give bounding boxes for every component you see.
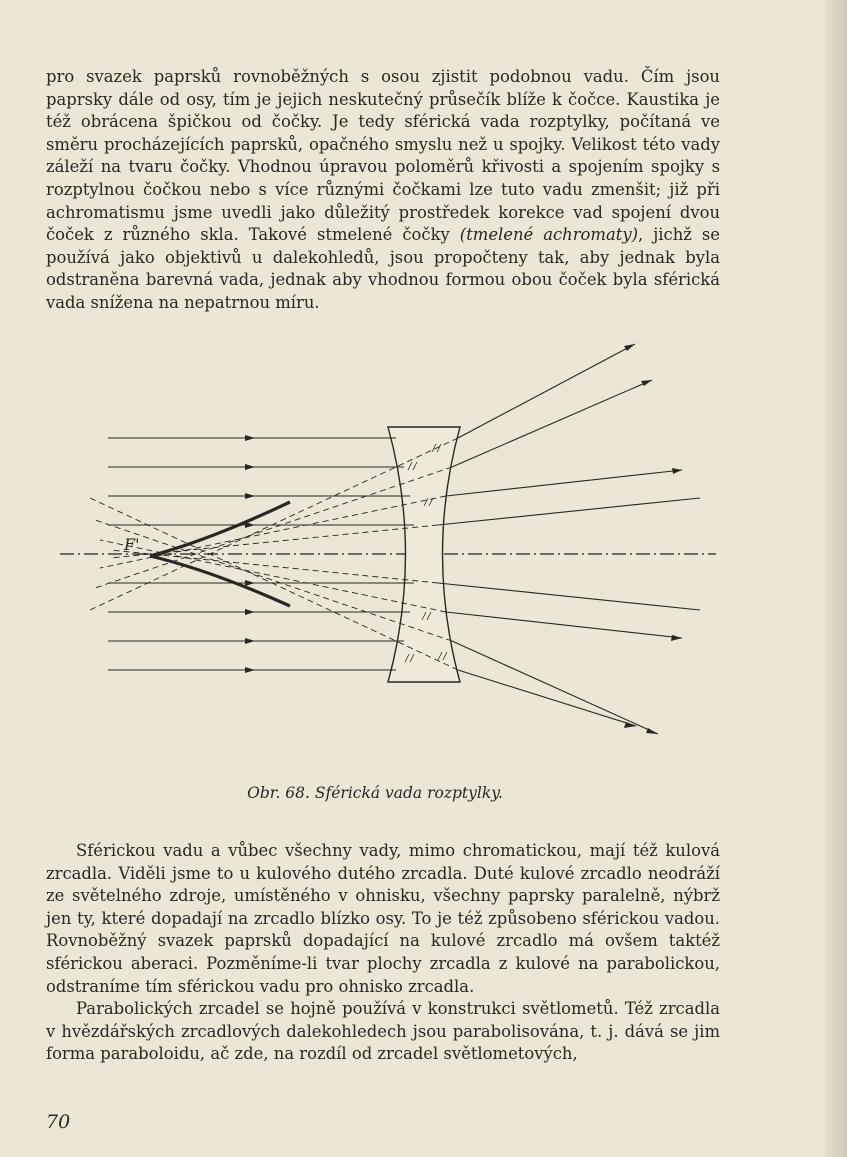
top-paragraph — [46, 66, 720, 315]
focus-label: F' — [124, 535, 140, 554]
outgoing-arrows — [624, 344, 682, 734]
page-edge — [825, 0, 847, 1157]
paragraph-2: Sférickou vadu a vůbec všechny vady, mimo chromatickou, mají též kulová zrcadla. Viděli jsme to u kulového dutého zrcadla. Duté kulové zrcadlo neodráží ze světelného zdroje, umístěného v ohnisku, všechny paprsky paralelně, nýbrž jen ty, které dopadají na zrcadlo blízko osy. To je též způsobeno sférickou vadou. Rovnoběžný svazek paprsků dopadající na kulové zrcadlo má ovšem taktéž sférickou aberaci. Pozměníme-li tvar plochy zrcadla z kulové na parabolickou, odstraníme tím sférickou vadu pro ohnisko zrcadla. — [46, 841, 720, 996]
page-number: 70 — [46, 1111, 71, 1133]
paragraph-3: Parabolických zrcadel se hojně používá v konstrukci světlometů. Též zrcadla v hvězdářských zrcadlových dalekohledech jsou parabolisována, t. j. dává se jim forma paraboloidu, ač zde, na rozdíl od zrcadel světlometových, — [46, 999, 720, 1064]
caustic-lower — [150, 556, 290, 606]
top-paragraph-text: pro svazek paprsků rovnoběžných s osou zjistit podobnou vadu. Čím jsou paprsky dále od osy, tím je jejich neskutečný průsečík blíže k čočce. Kaustika je též obrácena špičkou od čočky. Je tedy sférická vada rozptylky, počítaná ve směru procházejících paprsků, opačného smyslu než u spojky. Velikost této vady záleží na tvaru čočky. Vhodnou úpravou poloměrů křivosti a spojením spojky s rozptylnou čočkou nebo s více různými čočkami lze tuto vadu zmenšit; již při achromatismu jsme uvedli jako důležitý prostředek korekce vad spojení dvou čoček z různého skla. Takové stmelené čočky — [46, 67, 720, 245]
figure-caption: Obr. 68. Sférická vada rozptylky. — [247, 784, 503, 802]
outgoing-rays — [438, 344, 700, 734]
top-paragraph-end: , jichž se používá jako objektivů u dalekohledů, jsou propočteny tak, aby jednak byla odstraněna barevná vada, jednak aby vhodnou formou obou čoček byla sférická vada snížena na nepatrnou míru. — [46, 225, 720, 312]
italic-term: (tmelené achromaty) — [459, 225, 638, 245]
bottom-text — [46, 840, 720, 1066]
lens-diagram — [0, 320, 740, 780]
